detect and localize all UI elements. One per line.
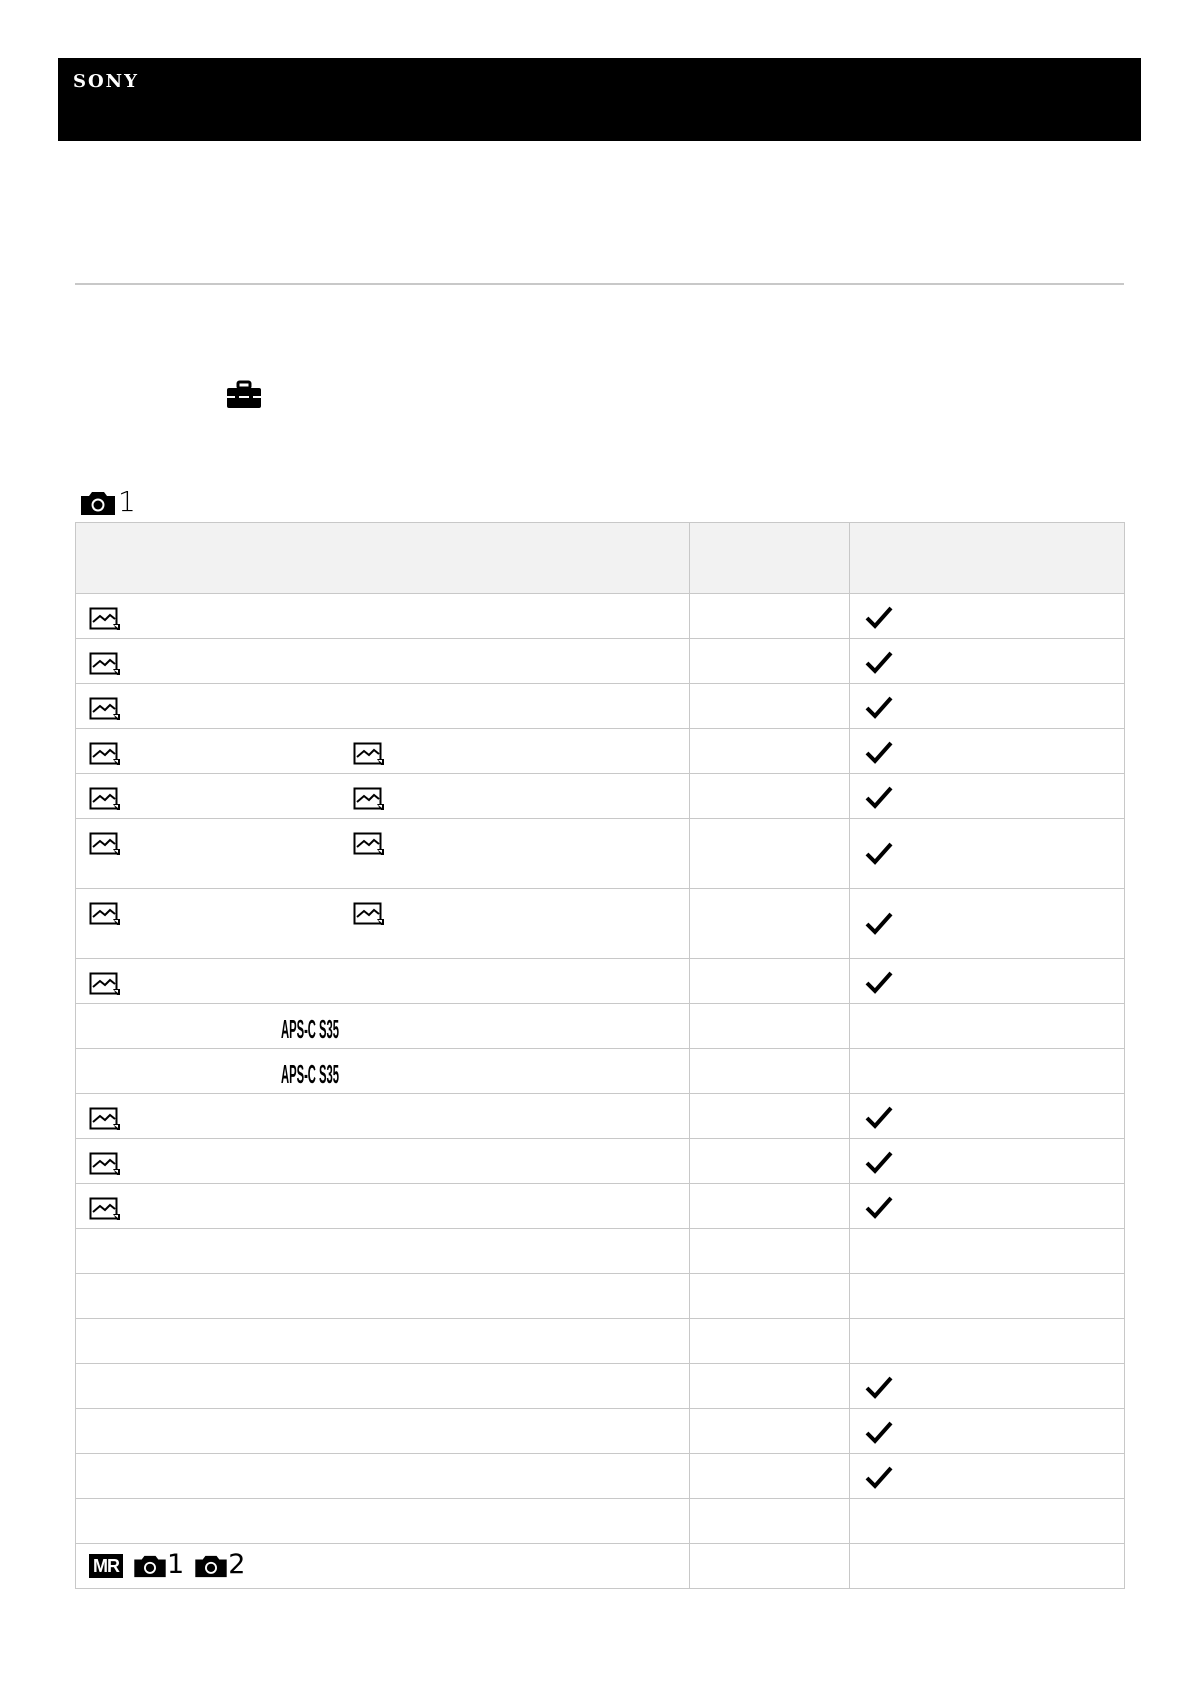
value-cell (690, 1004, 850, 1049)
still-image-icon (89, 742, 121, 766)
value-cell (690, 1544, 850, 1589)
checkmark-icon (865, 1420, 893, 1444)
checkmark-icon (865, 605, 893, 629)
mr-icon: MR (89, 1554, 123, 1578)
item-cell (76, 889, 690, 959)
check-cell (850, 684, 1125, 729)
check-cell (850, 774, 1125, 819)
table-row (76, 684, 1125, 729)
still-image-icon (353, 787, 385, 811)
checkmark-icon (865, 970, 893, 994)
still-image-icon (89, 607, 121, 631)
checkmark-icon (865, 1375, 893, 1399)
table-row (76, 639, 1125, 684)
table-row (76, 1094, 1125, 1139)
check-cell (850, 1094, 1125, 1139)
table-row (76, 1139, 1125, 1184)
value-cell (690, 889, 850, 959)
toolbox-icon (226, 381, 262, 409)
aps-c-s35-label: APS-C S35 (281, 1059, 339, 1089)
check-cell (850, 1004, 1125, 1049)
table-row (76, 1409, 1125, 1454)
checkmark-icon (865, 1465, 893, 1489)
camera-number: 1 (167, 1549, 185, 1580)
value-cell (690, 1049, 850, 1094)
item-cell (76, 594, 690, 639)
title-divider (75, 283, 1124, 285)
value-cell (690, 1229, 850, 1274)
value-cell (690, 1094, 850, 1139)
item-cell (76, 729, 690, 774)
table-row (76, 959, 1125, 1004)
check-cell (850, 1049, 1125, 1094)
camera-number: 2 (228, 1549, 246, 1580)
header-cell-col3 (850, 523, 1125, 594)
header-cell-item (76, 523, 690, 594)
value-cell (690, 819, 850, 889)
checkmark-icon (865, 1105, 893, 1129)
header-cell-col2 (690, 523, 850, 594)
table-row (76, 1319, 1125, 1364)
camera-icon (133, 1554, 167, 1578)
value-cell (690, 1319, 850, 1364)
still-image-icon (89, 787, 121, 811)
camera-1-icon (133, 1549, 185, 1580)
camera-icon (80, 490, 116, 516)
still-image-icon (89, 697, 121, 721)
checkmark-icon (865, 740, 893, 764)
value-cell (690, 1499, 850, 1544)
item-cell (76, 1229, 690, 1274)
item-cell (76, 1454, 690, 1499)
item-cell (76, 1544, 690, 1589)
item-cell (76, 1499, 690, 1544)
check-cell (850, 1274, 1125, 1319)
still-image-icon (353, 742, 385, 766)
value-cell (690, 1364, 850, 1409)
table-row (76, 594, 1125, 639)
table-header-row (76, 523, 1125, 594)
check-cell (850, 1544, 1125, 1589)
check-cell (850, 1409, 1125, 1454)
still-image-icon (89, 1107, 121, 1131)
check-cell (850, 889, 1125, 959)
checkmark-icon (865, 650, 893, 674)
checkmark-icon (865, 695, 893, 719)
camera-1-section-icon (80, 486, 136, 516)
still-image-icon (353, 902, 385, 926)
table-row (76, 774, 1125, 819)
check-cell (850, 729, 1125, 774)
check-cell (850, 1229, 1125, 1274)
check-cell (850, 1454, 1125, 1499)
still-image-icon (353, 832, 385, 856)
table-row (76, 1229, 1125, 1274)
value-cell (690, 1184, 850, 1229)
value-cell (690, 1454, 850, 1499)
camera-number: 1 (118, 485, 136, 518)
table-row (76, 1049, 1125, 1094)
item-cell (76, 1094, 690, 1139)
sony-logo: SONY (73, 71, 139, 92)
aps-c-s35-icon (281, 1014, 341, 1042)
value-cell (690, 774, 850, 819)
item-cell (76, 1319, 690, 1364)
table-row (76, 819, 1125, 889)
checkmark-icon (865, 785, 893, 809)
value-cell (690, 959, 850, 1004)
table-row (76, 1184, 1125, 1229)
item-cell (76, 684, 690, 729)
table-row (76, 1499, 1125, 1544)
item-cell (76, 1004, 690, 1049)
still-image-icon (89, 1197, 121, 1221)
value-cell (690, 729, 850, 774)
value-cell (690, 684, 850, 729)
item-cell (76, 1049, 690, 1094)
table-row (76, 729, 1125, 774)
aps-c-s35-icon (281, 1059, 341, 1087)
still-image-icon (89, 832, 121, 856)
value-cell (690, 594, 850, 639)
brand-header-bar (58, 58, 1141, 141)
item-cell (76, 774, 690, 819)
value-cell (690, 1274, 850, 1319)
check-cell (850, 1319, 1125, 1364)
check-cell (850, 1499, 1125, 1544)
check-cell (850, 1139, 1125, 1184)
table-row (76, 1274, 1125, 1319)
table-row (76, 1454, 1125, 1499)
table-row (76, 1364, 1125, 1409)
camera-icon (194, 1554, 228, 1578)
item-cell (76, 819, 690, 889)
aps-c-s35-label: APS-C S35 (281, 1014, 339, 1044)
check-cell (850, 959, 1125, 1004)
check-cell (850, 639, 1125, 684)
checkmark-icon (865, 1150, 893, 1174)
checkmark-icon (865, 911, 893, 935)
checkmark-icon (865, 1195, 893, 1219)
mode-icons (89, 1549, 246, 1580)
item-cell (76, 1184, 690, 1229)
table-row (76, 1544, 1125, 1589)
item-cell (76, 1409, 690, 1454)
still-image-icon (89, 972, 121, 996)
item-cell (76, 959, 690, 1004)
still-image-icon (89, 902, 121, 926)
value-cell (690, 1409, 850, 1454)
value-cell (690, 1139, 850, 1184)
check-cell (850, 1184, 1125, 1229)
item-cell (76, 1274, 690, 1319)
table-row (76, 889, 1125, 959)
check-cell (850, 594, 1125, 639)
still-image-icon (89, 652, 121, 676)
still-image-icon (89, 1152, 121, 1176)
check-cell (850, 819, 1125, 889)
camera-2-icon (194, 1549, 246, 1580)
checkmark-icon (865, 841, 893, 865)
table-row (76, 1004, 1125, 1049)
item-cell (76, 639, 690, 684)
item-cell (76, 1364, 690, 1409)
value-cell (690, 639, 850, 684)
settings-table (75, 522, 1125, 1589)
item-cell (76, 1139, 690, 1184)
check-cell (850, 1364, 1125, 1409)
